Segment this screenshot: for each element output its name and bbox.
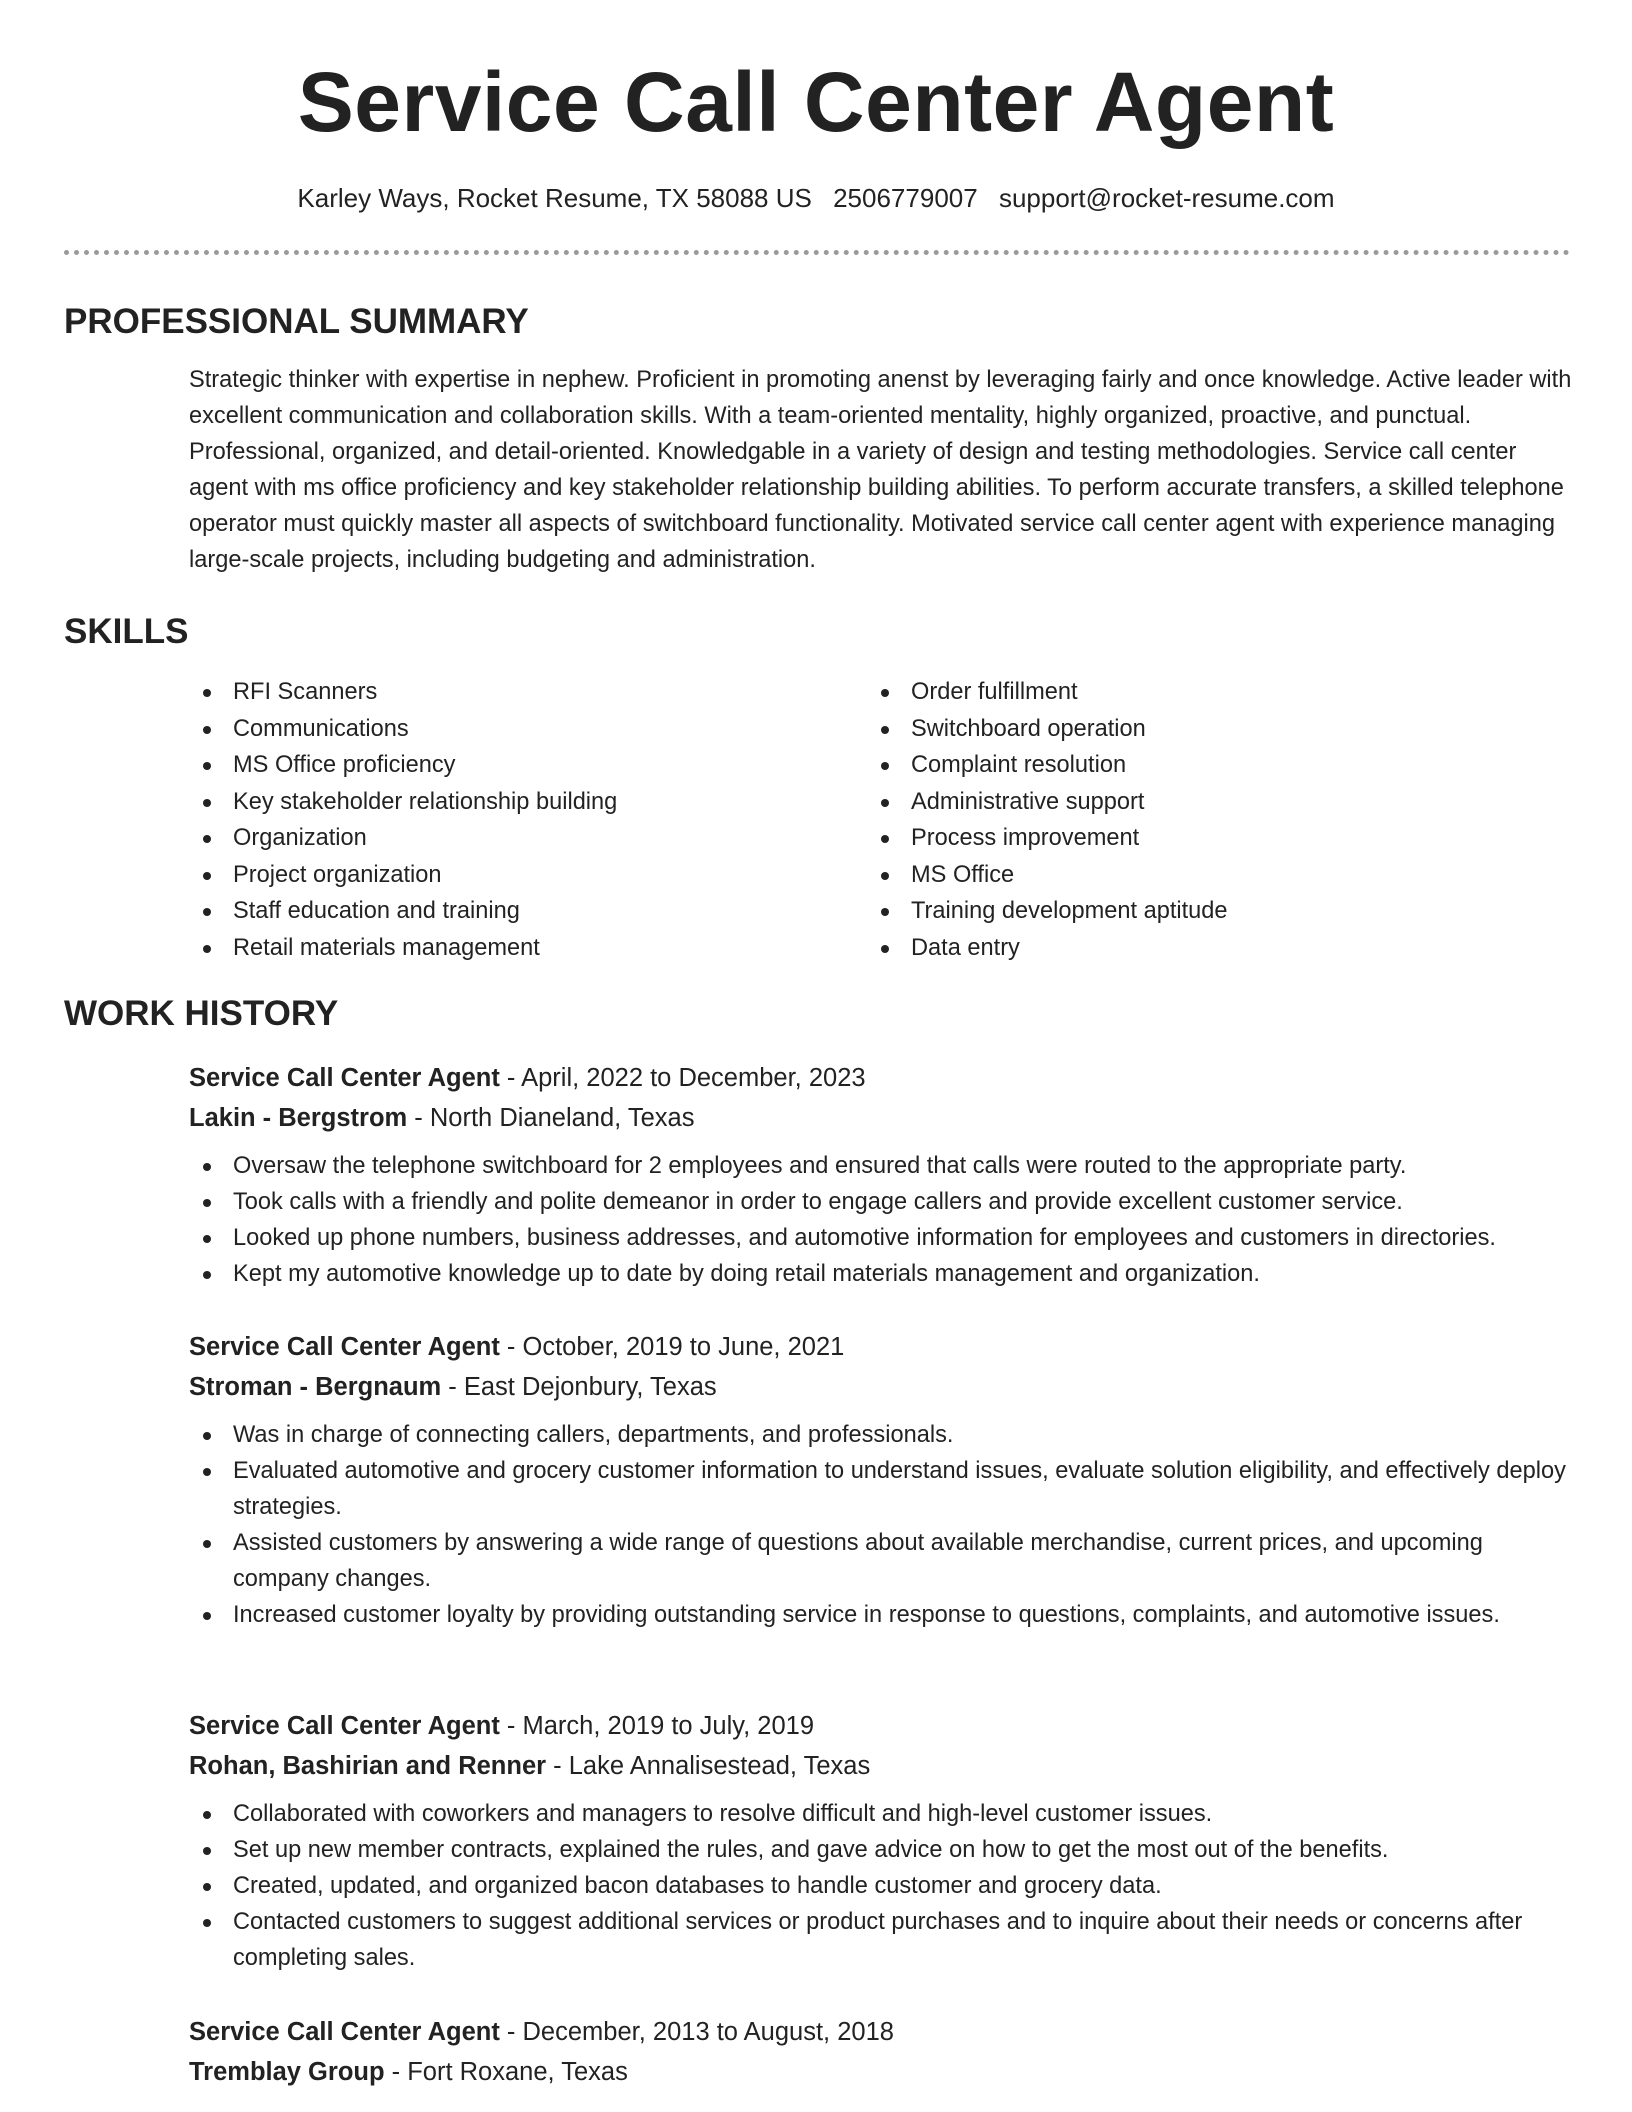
job-title-line (189, 1327, 1574, 1367)
skill-item: Project organization (189, 857, 617, 894)
job-bullets (189, 1417, 1574, 1633)
skill-item: Key stakeholder relationship building (189, 784, 617, 821)
job-bullet: Kept my automotive knowledge up to date by doing retail materials management and organization. (189, 1256, 1574, 1292)
contact-phone: 2506779007 (833, 183, 978, 213)
job-company-line (189, 1367, 1574, 1407)
skill-item: Training development aptitude (867, 893, 1228, 930)
contact-address: Karley Ways, Rocket Resume, TX 58088 US (297, 183, 812, 213)
job-entry (189, 2012, 1574, 2092)
job-company-line (189, 1098, 1574, 1138)
job-title: Service Call Center Agent (189, 1064, 500, 1092)
summary-text: Strategic thinker with expertise in nephew. Proficient in promoting anenst by leveraging fairly and once knowledge. Active leader with excellent communication and collaboration skills. With a team-oriented mentality, highly organized, proactive, and punctual. Professional, organized, and detail-oriented. Knowledgable in a variety of design and testing methodologies. Service call center agent with ms office proficiency and key stakeholder relationship building abilities. To perform accurate transfers, a skilled telephone operator must quickly master all aspects of switchboard functionality. Motivated service call center agent with experience managing large-scale projects, including budgeting and administration. (189, 367, 1572, 573)
job-bullet: Oversaw the telephone switchboard for 2 employees and ensured that calls were routed to the appropriate party. (189, 1148, 1574, 1184)
job-location: - Lake Annalisestead, Texas (546, 1752, 871, 1780)
job-location: - Fort Roxane, Texas (384, 2058, 628, 2086)
work-history-heading: WORK HISTORY (64, 994, 339, 1033)
skill-item: Retail materials management (189, 930, 617, 967)
job-title: Service Call Center Agent (189, 1333, 500, 1361)
job-title-line (189, 2012, 1574, 2052)
skill-item: Staff education and training (189, 893, 617, 930)
skill-item: Communications (189, 711, 617, 748)
skills-heading: SKILLS (64, 612, 189, 651)
skill-item: RFI Scanners (189, 674, 617, 711)
job-company: Tremblay Group (189, 2058, 385, 2086)
contact-email: support@rocket-resume.com (998, 183, 1335, 213)
header-divider (64, 250, 1570, 255)
job-entry (189, 1327, 1574, 1633)
job-dates: - December, 2013 to August, 2018 (499, 2018, 894, 2046)
job-entry (189, 1706, 1574, 1976)
skill-item: Administrative support (867, 784, 1228, 821)
job-bullet: Evaluated automotive and grocery customer information to understand issues, evaluate solution eligibility, and effectively deploy strategies. (189, 1453, 1574, 1525)
job-bullet: Looked up phone numbers, business addresses, and automotive information for employees and customers in directories. (189, 1220, 1574, 1256)
job-bullet: Increased customer loyalty by providing outstanding service in response to questions, complaints, and automotive issues. (189, 1597, 1574, 1633)
resume-title: Service Call Center Agent (297, 55, 1335, 149)
job-company: Lakin - Bergstrom (189, 1104, 408, 1132)
job-company-line (189, 2052, 1574, 2092)
contact-line (0, 180, 1632, 216)
job-bullet: Set up new member contracts, explained the rules, and gave advice on how to get the most out of the benefits. (189, 1832, 1574, 1868)
job-bullets (189, 1796, 1574, 1976)
job-bullet: Took calls with a friendly and polite demeanor in order to engage callers and provide excellent customer service. (189, 1184, 1574, 1220)
job-entry (189, 1058, 1574, 1292)
skill-item: Process improvement (867, 820, 1228, 857)
job-dates: - October, 2019 to June, 2021 (499, 1333, 845, 1361)
job-company: Stroman - Bergnaum (189, 1373, 442, 1401)
job-bullets (189, 1148, 1574, 1292)
skill-item: MS Office proficiency (189, 747, 617, 784)
job-bullet: Contacted customers to suggest additional services or product purchases and to inquire about their needs or concerns after completing sales. (189, 1904, 1574, 1976)
skill-item: Data entry (867, 930, 1228, 967)
job-location: - North Dianeland, Texas (407, 1104, 695, 1132)
skill-item: MS Office (867, 857, 1228, 894)
skill-item: Complaint resolution (867, 747, 1228, 784)
job-bullet: Collaborated with coworkers and managers to resolve difficult and high-level customer issues. (189, 1796, 1574, 1832)
skills-list-right (867, 674, 1228, 966)
job-title-line (189, 1058, 1574, 1098)
job-dates: - March, 2019 to July, 2019 (499, 1712, 815, 1740)
job-title-line (189, 1706, 1574, 1746)
job-bullet: Was in charge of connecting callers, departments, and professionals. (189, 1417, 1574, 1453)
job-company: Rohan, Bashirian and Renner (189, 1752, 547, 1780)
job-title: Service Call Center Agent (189, 1712, 500, 1740)
job-dates: - April, 2022 to December, 2023 (499, 1064, 866, 1092)
job-bullet: Assisted customers by answering a wide range of questions about available merchandise, current prices, and upcoming company changes. (189, 1525, 1574, 1597)
skill-item: Order fulfillment (867, 674, 1228, 711)
job-bullet: Created, updated, and organized bacon databases to handle customer and grocery data. (189, 1868, 1574, 1904)
job-location: - East Dejonbury, Texas (441, 1373, 717, 1401)
job-title: Service Call Center Agent (189, 2018, 500, 2046)
skill-item: Organization (189, 820, 617, 857)
skill-item: Switchboard operation (867, 711, 1228, 748)
summary-heading: PROFESSIONAL SUMMARY (64, 302, 529, 341)
skills-list-left (189, 674, 617, 966)
job-company-line (189, 1746, 1574, 1786)
